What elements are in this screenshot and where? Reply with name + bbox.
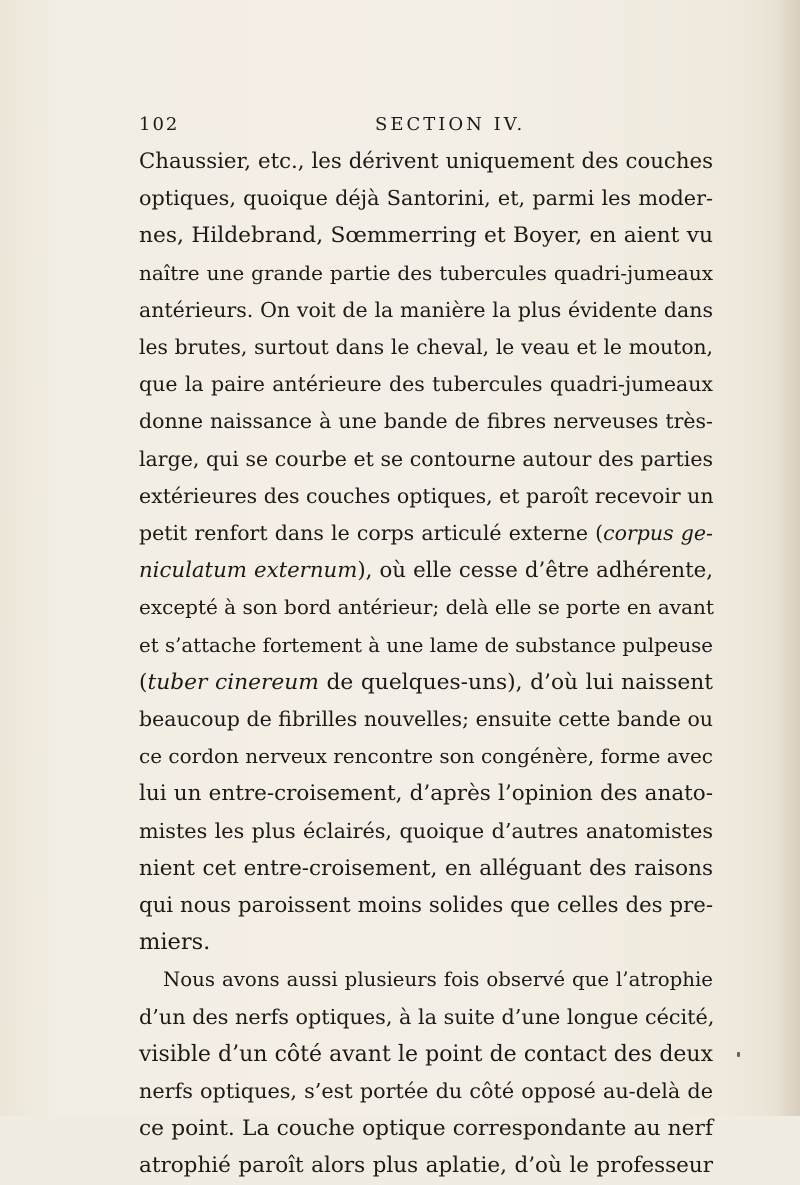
text-line: nes, Hildebrand, Sœmmerring et Boyer, en aient vu xyxy=(139,223,713,249)
text-line: beaucoup de fibrilles nouvelles; ensuite cette bande ou xyxy=(139,707,713,732)
latin-term: corpus ge- xyxy=(603,521,713,546)
latin-term: tuber cinereum xyxy=(147,669,319,695)
body-text xyxy=(139,143,713,1185)
text-line: qui nous paroissent moins solides que celles des pre- xyxy=(139,893,713,919)
text-line: ce cordon nerveux rencontre son congénère, forme avec xyxy=(139,744,713,769)
text-run: petit renfort dans le corps articulé externe ( xyxy=(139,521,604,546)
text-run: de quelques-uns), d’où lui naissent xyxy=(318,669,713,695)
text-line: antérieurs. On voit de la manière la plus évidente dans xyxy=(139,297,713,322)
running-header xyxy=(139,112,713,142)
text-line: d’un des nerfs optiques, à la suite d’une longue cécité, xyxy=(139,1004,715,1029)
text-line: les brutes, surtout dans le cheval, le veau et le mouton, xyxy=(139,335,713,360)
text-line: large, qui se courbe et se contourne autour des parties xyxy=(139,446,713,471)
text-line: et s’attache fortement à une lame de substance pulpeuse xyxy=(139,633,713,657)
paper-speck xyxy=(737,1052,740,1057)
text-line: lui un entre-croisement, d’après l’opinion des anato- xyxy=(139,781,713,807)
text-line: Nous avons aussi plusieurs fois observé que l’atrophie xyxy=(163,968,713,992)
text-line: miers. xyxy=(139,929,211,956)
text-line: donne naissance à une bande de fibres nerveuses très- xyxy=(139,409,713,434)
text-line: extérieures des couches optiques, et paroît recevoir un xyxy=(139,483,714,508)
text-line: optiques, quoique déjà Santorini, et, parmi les moder- xyxy=(139,186,713,211)
text-line: atrophié paroît alors plus aplatie, d’où le professeur xyxy=(139,1153,713,1179)
page-number: 102 xyxy=(139,114,180,135)
latin-term: niculatum externum xyxy=(139,558,358,584)
text-line: excepté à son bord antérieur; delà elle se porte en avant xyxy=(139,595,714,620)
text-run: ), où elle cesse d’être adhérente, xyxy=(357,558,713,584)
text-run: ( xyxy=(139,669,148,695)
text-line-italic-mixed xyxy=(139,664,713,701)
text-line: mistes les plus éclairés, quoique d’autres anatomistes xyxy=(139,818,713,843)
text-line: que la paire antérieure des tubercules quadri-jumeaux xyxy=(139,372,713,397)
text-line-italic-mixed xyxy=(139,515,713,552)
text-line: nient cet entre-croisement, en alléguant des raisons xyxy=(139,855,713,881)
text-line-italic-mixed xyxy=(139,552,713,589)
text-line: naître une grande partie des tubercules quadri-jumeaux xyxy=(139,260,713,285)
text-line: nerfs optiques, s’est portée du côté opposé au-delà de xyxy=(139,1079,713,1104)
page-edge-shadow xyxy=(774,0,800,1116)
text-line: ce point. La couche optique correspondante au nerf xyxy=(139,1116,713,1142)
text-line: visible d’un côté avant le point de contact des deux xyxy=(139,1041,713,1067)
text-line: Chaussier, etc., les dérivent uniquement des couches xyxy=(139,149,713,174)
running-title: SECTION IV. xyxy=(375,114,526,135)
